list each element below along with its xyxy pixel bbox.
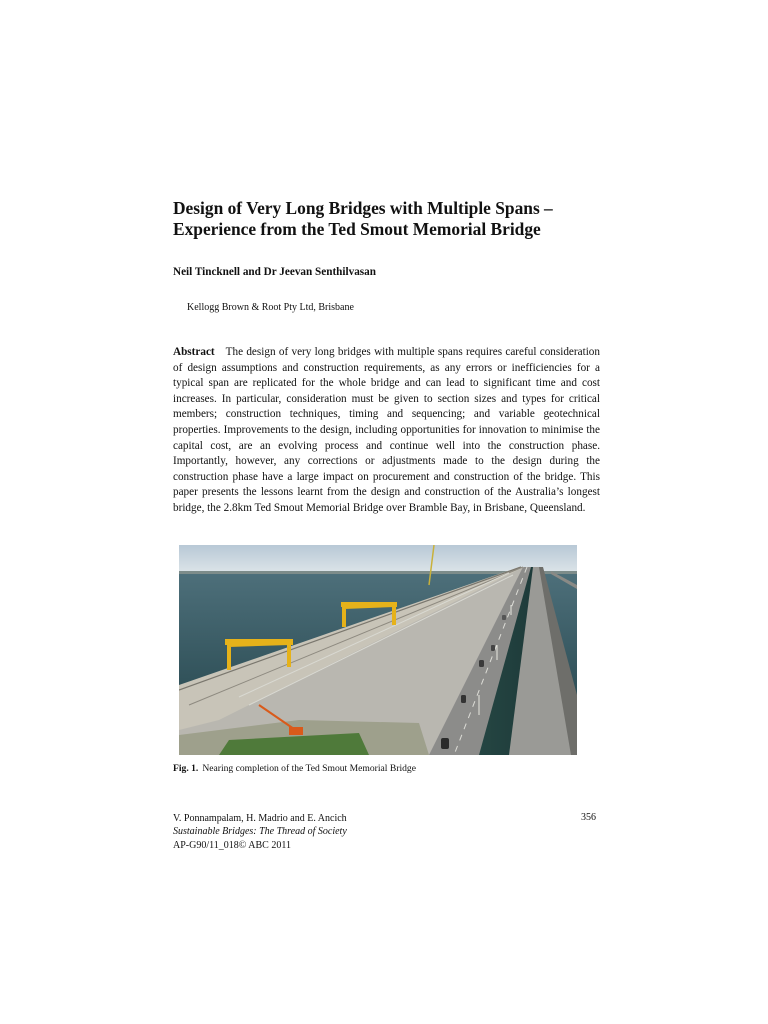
abstract-label: Abstract — [173, 346, 215, 358]
figure-caption — [173, 763, 416, 774]
abstract — [173, 345, 600, 517]
figure-caption-text: Nearing completion of the Ted Smout Memorial Bridge — [202, 763, 416, 774]
footer-code: AP-G90/11_018© ABC 2011 — [173, 839, 291, 851]
footer-editors: V. Ponnampalam, H. Madrio and E. Ancich — [173, 813, 347, 824]
footer-book-title: Sustainable Bridges: The Thread of Society — [173, 826, 347, 838]
title-line-1: Design of Very Long Bridges with Multiple Spans – — [173, 198, 553, 218]
bridge-photo — [179, 545, 577, 755]
affiliation: Kellogg Brown & Root Pty Ltd, Brisbane — [187, 302, 354, 313]
abstract-text: The design of very long bridges with multiple spans requires careful consideration of design assumptions and construction requirements, as any errors or inefficiencies for a typical span are replicated for the whole bridge and can lead to significant time and cost increases. In particular, consideration must be given to section sizes and types for critical members; construction techniques, timing and sequencing; and variable geotechnical properties. Improvements to the design, including opportunities for innovation to minimise the capital cost, are an evolving process and continue well into the construction phase. Importantly, however, any corrections or adjustments made to the design during the construction phase have a large impact on procurement and construction of the bridge. This paper presents the lessons learnt from the design and construction of the Australia’s longest bridge, the 2.8km Ted Smout Memorial Bridge over Bramble Bay, in Brisbane, Queensland. — [173, 346, 600, 514]
page-number: 356 — [581, 812, 596, 823]
paper-title — [173, 198, 603, 240]
title-line-2: Experience from the Ted Smout Memorial Bridge — [173, 219, 541, 239]
figure-label: Fig. 1. — [173, 763, 199, 774]
authors: Neil Tincknell and Dr Jeevan Senthilvasan — [173, 266, 376, 278]
page-footer — [173, 812, 347, 852]
